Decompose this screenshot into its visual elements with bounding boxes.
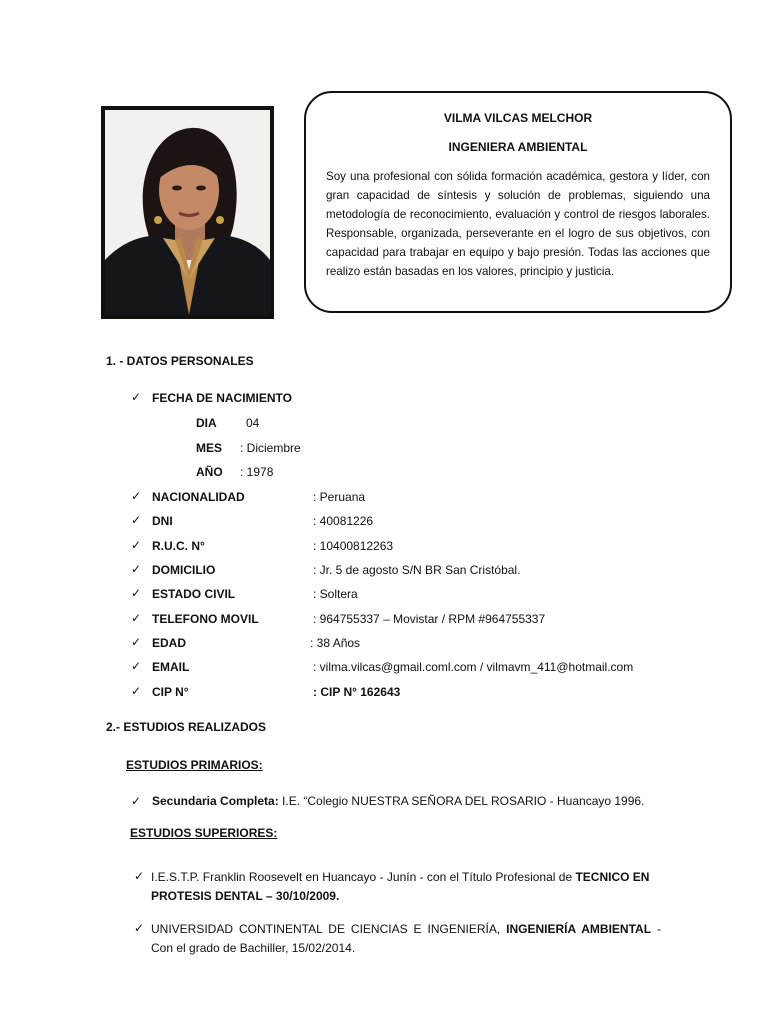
check-icon: ✓ [134,921,145,935]
higher-item2-text-a: UNIVERSIDAD CONTINENTAL DE CIENCIAS E INGENIERÍA, [151,922,507,936]
higher-item1-text: I.E.S.T.P. Franklin Roosevelt en Huancayo - Junín - con el Título Profesional de [151,870,576,884]
check-icon: ✓ [131,659,142,673]
year-label: AÑO [196,465,223,479]
field-label: TELEFONO MOVIL [152,612,259,626]
check-icon: ✓ [131,538,142,552]
check-icon: ✓ [131,611,142,625]
field-label: EDAD [152,636,187,650]
check-icon: ✓ [131,489,142,503]
check-icon: ✓ [131,562,142,576]
field-label: ESTADO CIVIL [152,587,236,601]
section-studies-title: 2.- ESTUDIOS REALIZADOS [106,720,267,734]
field-label: DOMICILIO [152,563,216,577]
candidate-name: VILMA VILCAS MELCHOR [443,111,593,125]
field-value: : 10400812263 [313,539,394,553]
field-value: : 964755337 – Movistar / RPM #964755337 [313,612,546,626]
field-label: CIP N° [152,685,189,699]
check-icon: ✓ [131,586,142,600]
field-value: : Soltera [313,587,358,601]
field-label: DNI [152,514,173,528]
check-icon: ✓ [134,869,145,883]
field-label: R.U.C. N° [152,539,205,553]
field-value: : 40081226 [313,514,374,528]
field-value: : CIP N° 162643 [313,685,401,699]
check-icon: ✓ [131,390,142,404]
header-summary-box [304,91,732,313]
higher-item2-degree: INGENIERÍA AMBIENTAL [506,922,652,936]
field-value: : Peruana [313,490,366,504]
candidate-title: INGENIERA AMBIENTAL [448,140,588,154]
year-value: : 1978 [240,465,274,479]
section-personal-title: 1. - DATOS PERSONALES [106,354,254,368]
primary-studies-title: ESTUDIOS PRIMARIOS: [126,758,263,772]
primary-item-text: I.E. “Colegio NUESTRA SEÑORA DEL ROSARIO - Huancayo 1996. [278,794,645,808]
field-label: NACIONALIDAD [152,490,245,504]
field-value: : Jr. 5 de agosto S/N BR San Cristóbal. [313,563,521,577]
field-value: : 38 Años [310,636,361,650]
day-label: DIA [196,416,217,430]
field-label: EMAIL [152,660,190,674]
month-label: MES [196,441,223,455]
field-value: : vilma.vilcas@gmail.coml.com / vilmavm_411@hotmail.com [313,660,634,674]
check-icon: ✓ [131,635,142,649]
higher-item1-degree: TECNICO EN PROTESIS DENTAL – 30/10/2009. [151,870,650,903]
higher-item2-text-b: - Con el grado de Bachiller, 15/02/2014. [151,922,661,955]
birthdate-label: FECHA DE NACIMIENTO [152,391,293,405]
higher-studies-item-2 [151,920,661,958]
higher-studies-title: ESTUDIOS SUPERIORES: [130,826,278,840]
check-icon: ✓ [131,513,142,527]
check-icon: ✓ [131,684,142,698]
primary-studies-item [152,792,722,811]
primary-item-label: Secundaria Completa: [152,794,279,808]
check-icon: ✓ [131,794,142,808]
profile-summary: Soy una profesional con sólida formación académica, gestora y líder, con gran capacidad de síntesis y solución de problemas, siguiendo una metodología de reconocimiento, evaluación y control de riesgos laborales. Responsable, organizada, perseverante en el logro de sus objetivos, con capacidad para trabajar en equipo y bajo presión. Todas las acciones que realizo están basadas en los valores, principio y justicia. [326,170,710,278]
profile-photo [101,106,274,319]
month-value: : Diciembre [240,441,301,455]
day-value: 04 [246,416,260,430]
higher-studies-item-1 [151,868,696,906]
